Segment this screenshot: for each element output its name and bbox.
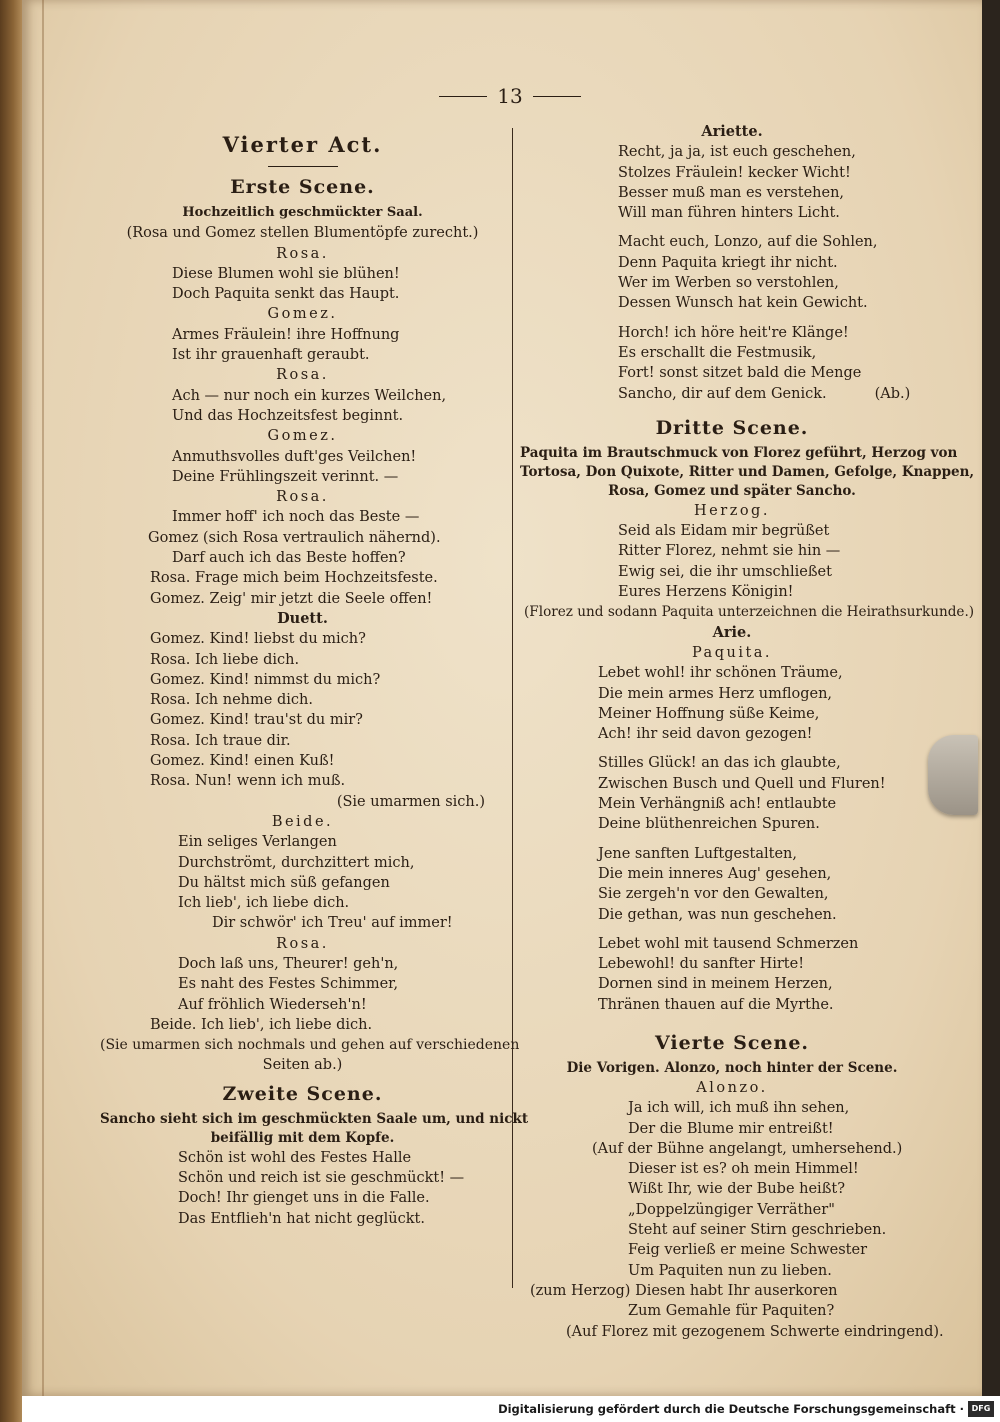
- verse-line: Immer hoff' ich noch das Beste —: [172, 509, 420, 526]
- speaker-name: Gomez.: [267, 428, 338, 445]
- verse-line: Die mein inneres Aug' gesehen,: [598, 865, 832, 882]
- dialogue-line: Rosa. Frage mich beim Hochzeitsfeste.: [150, 570, 438, 587]
- verse-line: Armes Fräulein! ihre Hoffnung: [172, 326, 400, 343]
- speaker-name: Beide.: [271, 813, 334, 830]
- speaker-name: Rosa.: [276, 935, 329, 952]
- footer-text: Digitalisierung gefördert durch die Deutsche Forschungsgemeinschaft ·: [498, 1402, 964, 1416]
- scan-edge: [0, 0, 22, 1422]
- dialogue-line: Rosa. Ich nehme dich.: [150, 692, 313, 709]
- verse-line: Zwischen Busch und Quell und Fluren!: [598, 775, 886, 792]
- scene-setting: Paquita im Brautschmuck von Florez geführt, Herzog von: [520, 444, 958, 461]
- speaker-line: Gomez (sich Rosa vertraulich nähernd).: [148, 529, 441, 546]
- verse-line: Ritter Florez, nehmt sie hin —: [618, 543, 841, 560]
- stage-direction: (Sie umarmen sich.): [336, 793, 485, 810]
- verse-line: Ist ihr grauenhaft geraubt.: [172, 347, 370, 364]
- verse-line: Doch! Ihr gienget uns in die Falle.: [178, 1190, 430, 1207]
- verse-line: Lebewohl! du sanfter Hirte!: [598, 956, 805, 973]
- dfg-logo-icon: DFG: [968, 1401, 994, 1417]
- dialogue-line: Gomez. Kind! liebst du mich?: [150, 631, 366, 648]
- verse-line: Thränen thauen auf die Myrthe.: [598, 996, 834, 1013]
- verse-line: Darf auch ich das Beste hoffen?: [172, 550, 406, 567]
- page-number: 13: [497, 84, 523, 108]
- verse-line: Besser muß man es verstehen,: [618, 184, 845, 201]
- verse-line: Wißt Ihr, wie der Bube heißt?: [628, 1181, 845, 1198]
- verse-line: Es erschallt die Festmusik,: [618, 344, 817, 361]
- verse-line: Mein Verhängniß ach! entlaubte: [598, 796, 837, 813]
- verse-line: Ach! ihr seid davon gezogen!: [598, 726, 813, 743]
- verse-line: Ewig sei, die ihr umschließet: [618, 563, 832, 580]
- header-rule-left: [439, 96, 487, 97]
- scene-title: Dritte Scene.: [655, 416, 809, 439]
- speaker-name: Herzog.: [694, 502, 770, 519]
- verse-line: Ich lieb', ich liebe dich.: [178, 895, 350, 912]
- verse-line: Es naht des Festes Schimmer,: [178, 976, 399, 993]
- page-header: [420, 84, 600, 112]
- scan-background: [982, 0, 1000, 1396]
- verse-line: Du hältst mich süß gefangen: [178, 874, 390, 891]
- dialogue-line: Beide. Ich lieb', ich liebe dich.: [150, 1016, 373, 1033]
- verse-line: Die gethan, was nun geschehen.: [598, 906, 837, 923]
- speaker-line: [520, 1281, 944, 1301]
- verse-line: Horch! ich höre heit're Klänge!: [618, 324, 849, 341]
- stage-direction: (Florez und sodann Paquita unterzeichnen die Heirathsurkunde.): [524, 604, 975, 621]
- speaker-name: Gomez.: [267, 306, 338, 323]
- verse-line: Das Entflieh'n hat nicht geglückt.: [178, 1210, 425, 1227]
- stanza-gap: [520, 925, 944, 934]
- verse-line: Und das Hochzeitsfest beginnt.: [172, 407, 404, 424]
- scene-setting: Die Vorigen. Alonzo, noch hinter der Scene.: [566, 1059, 898, 1076]
- ornament-rule: [268, 166, 338, 167]
- scene-setting: beifällig mit dem Kopfe.: [210, 1129, 395, 1146]
- verse-line: Steht auf seiner Stirn geschrieben.: [628, 1222, 887, 1239]
- stanza-gap: [520, 314, 944, 323]
- scene-setting: Tortosa, Don Quixote, Ritter und Damen, Gefolge, Knappen,: [520, 463, 975, 480]
- section-heading: Ariette.: [701, 123, 763, 140]
- verse-line: Dornen sind in meinem Herzen,: [598, 976, 833, 993]
- verse-line: Zum Gemahle für Paquiten?: [628, 1303, 835, 1320]
- stage-direction: (zum Herzog): [530, 1282, 631, 1299]
- speaker-name: Rosa.: [276, 367, 329, 384]
- stanza-gap: [520, 835, 944, 844]
- stage-direction: (Rosa und Gomez stellen Blumentöpfe zurecht.): [126, 225, 479, 242]
- verse-line: Die mein armes Herz umflogen,: [598, 685, 833, 702]
- verse-line: Auf fröhlich Wiederseh'n!: [178, 996, 367, 1013]
- verse-line: [520, 384, 944, 404]
- dialogue-line: Rosa. Nun! wenn ich muß.: [150, 773, 346, 790]
- section-heading: Duett.: [277, 609, 328, 627]
- verse-text: Sancho, dir auf dem Genick.: [618, 385, 827, 402]
- verse-line: Dir schwör' ich Treu' auf immer!: [212, 915, 453, 932]
- verse-line: Der die Blume mir entreißt!: [628, 1120, 834, 1137]
- stage-direction: Seiten ab.): [262, 1057, 343, 1074]
- verse-line: Lebet wohl! ihr schönen Träume,: [598, 665, 843, 682]
- scene-setting: Hochzeitlich geschmückter Saal.: [182, 205, 423, 220]
- binding-line: [42, 0, 44, 1396]
- verse-text: Diesen habt Ihr auserkoren: [635, 1282, 838, 1299]
- verse-line: Sie zergeh'n vor den Gewalten,: [598, 886, 829, 903]
- verse-line: „Doppelzüngiger Verräther": [628, 1201, 835, 1218]
- scene-setting: Sancho sieht sich im geschmückten Saale um, und nickt: [100, 1110, 529, 1127]
- act-title: Vierter Act.: [222, 132, 383, 157]
- dialogue-line: Gomez. Zeig' mir jetzt die Seele offen!: [150, 590, 433, 607]
- verse-line: Jene sanften Luftgestalten,: [598, 845, 797, 862]
- verse-line: Recht, ja ja, ist euch geschehen,: [618, 144, 856, 161]
- verse-line: Um Paquiten nun zu lieben.: [628, 1262, 832, 1279]
- stage-direction: (Auf der Bühne angelangt, umhersehend.): [592, 1140, 903, 1157]
- dialogue-line: Gomez. Kind! nimmst du mich?: [150, 671, 381, 688]
- scene-title: Zweite Scene.: [222, 1082, 383, 1105]
- verse-line: Schön und reich ist sie geschmückt! —: [178, 1170, 465, 1187]
- dialogue-line: Rosa. Ich liebe dich.: [150, 651, 300, 668]
- verse-line: Lebet wohl mit tausend Schmerzen: [598, 935, 859, 952]
- stanza-gap: [520, 744, 944, 753]
- verse-line: Ein seliges Verlangen: [178, 834, 337, 851]
- verse-line: Schön ist wohl des Festes Halle: [178, 1149, 412, 1166]
- verse-line: Seid als Eidam mir begrüßet: [618, 523, 830, 540]
- verse-line: Deine Frühlingszeit verinnt. —: [172, 468, 399, 485]
- header-rule-right: [533, 96, 581, 97]
- scene-setting: Rosa, Gomez und später Sancho.: [608, 482, 856, 499]
- speaker-name: Paquita.: [691, 644, 773, 661]
- verse-line: Will man führen hinters Licht.: [618, 205, 840, 222]
- verse-line: Stilles Glück! an das ich glaubte,: [598, 755, 841, 772]
- stage-direction: (Ab.): [874, 385, 911, 402]
- verse-line: Meiner Hoffnung süße Keime,: [598, 705, 820, 722]
- verse-line: Dessen Wunsch hat kein Gewicht.: [618, 295, 868, 312]
- verse-line: Macht euch, Lonzo, auf die Sohlen,: [618, 234, 878, 251]
- verse-line: Doch laß uns, Theurer! geh'n,: [178, 955, 399, 972]
- verse-line: Wer im Werben so verstohlen,: [618, 275, 839, 292]
- left-column: [100, 122, 529, 1229]
- verse-line: Anmuthsvolles duft'ges Veilchen!: [172, 448, 417, 465]
- verse-line: Diese Blumen wohl sie blühen!: [172, 265, 400, 282]
- verse-line: Ach — nur noch ein kurzes Weilchen,: [172, 387, 447, 404]
- verse-line: Deine blüthenreichen Spuren.: [598, 816, 820, 833]
- speaker-name: Rosa.: [276, 245, 329, 262]
- verse-line: Feig verließ er meine Schwester: [628, 1242, 868, 1259]
- verse-line: Dieser ist es? oh mein Himmel!: [628, 1161, 859, 1178]
- speaker-name: Alonzo.: [696, 1079, 768, 1096]
- digitization-footer: [22, 1396, 1000, 1422]
- verse-line: Denn Paquita kriegt ihr nicht.: [618, 254, 838, 271]
- stage-direction: (Sie umarmen sich nochmals und gehen auf verschiedenen: [100, 1037, 520, 1054]
- section-heading: Arie.: [712, 623, 752, 641]
- scene-title: Vierte Scene.: [654, 1031, 810, 1054]
- stanza-gap: [520, 223, 944, 232]
- dialogue-line: Gomez. Kind! trau'st du mir?: [150, 712, 363, 729]
- verse-line: Stolzes Fräulein! kecker Wicht!: [618, 164, 851, 181]
- scene-title: Erste Scene.: [230, 176, 375, 198]
- verse-line: Doch Paquita senkt das Haupt.: [172, 286, 400, 303]
- verse-line: Ja ich will, ich muß ihn sehen,: [628, 1100, 850, 1117]
- dialogue-line: Gomez. Kind! einen Kuß!: [150, 753, 335, 770]
- stage-direction: (Auf Florez mit gezogenem Schwerte eindringend).: [566, 1323, 944, 1340]
- speaker-name: Rosa.: [276, 489, 329, 506]
- right-column: [520, 122, 975, 1342]
- dialogue-line: Rosa. Ich traue dir.: [150, 732, 291, 749]
- verse-line: Fort! sonst sitzet bald die Menge: [618, 365, 862, 382]
- verse-line: Durchströmt, durchzittert mich,: [178, 854, 415, 871]
- verse-line: Eures Herzens Königin!: [618, 584, 794, 601]
